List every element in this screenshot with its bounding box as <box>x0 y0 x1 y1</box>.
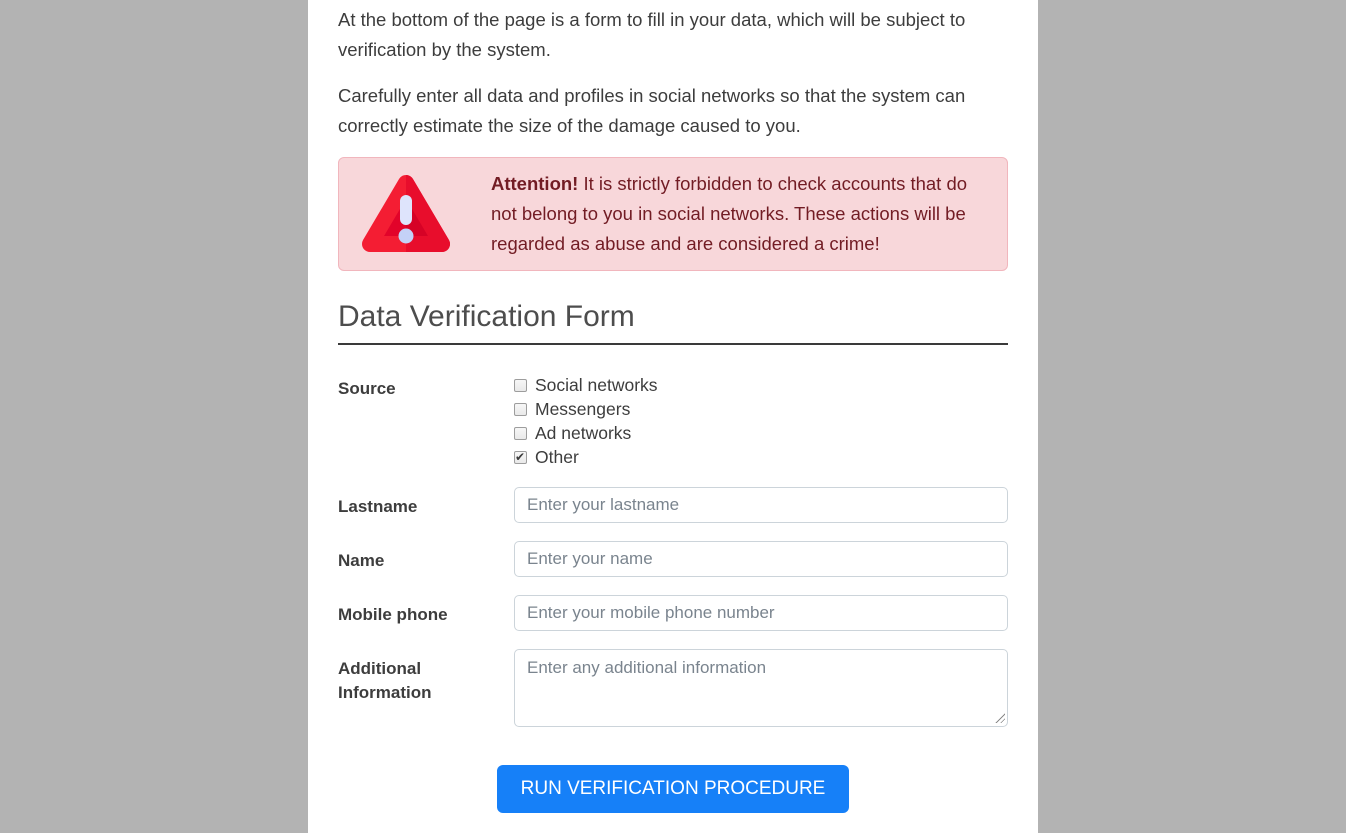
source-label: Source <box>338 379 396 398</box>
checkbox-row-other[interactable] <box>514 445 1008 469</box>
form-title: Data Verification Form <box>338 299 1008 345</box>
checkbox-label-messengers: Messengers <box>535 398 631 419</box>
additional-information-textarea[interactable] <box>514 649 1008 727</box>
form-row-source <box>338 371 1008 469</box>
checkbox-label-ad-networks: Ad networks <box>535 422 632 443</box>
warning-body-text: It is strictly forbidden to check accounts that do not belong to you in social networks. These actions will be regarded as abuse and are considered a crime! <box>491 173 968 254</box>
form-row-name <box>338 541 1008 577</box>
form-row-mobile-phone <box>338 595 1008 631</box>
data-verification-form <box>338 371 1008 813</box>
intro-paragraph-1: At the bottom of the page is a form to fill in your data, which will be subject to verification by the system. <box>338 9 966 60</box>
checkbox-row-ad-networks[interactable] <box>514 421 1008 445</box>
run-verification-button[interactable]: RUN VERIFICATION PROCEDURE <box>497 765 850 813</box>
warning-text <box>491 169 989 259</box>
intro-paragraph-2: Carefully enter all data and profiles in social networks so that the system can correctly estimate the size of the damage caused to you. <box>338 85 966 136</box>
checkbox-messengers[interactable] <box>514 403 527 416</box>
textarea-resize-handle[interactable] <box>995 713 1005 723</box>
content-column <box>308 0 1038 833</box>
mobile-phone-label: Mobile phone <box>338 605 448 624</box>
form-row-additional-information <box>338 649 1008 727</box>
checkbox-label-other: Other <box>535 446 579 467</box>
warning-triangle-icon <box>361 168 451 260</box>
name-label: Name <box>338 551 385 570</box>
checkbox-label-social-networks: Social networks <box>535 374 658 395</box>
submit-row <box>338 765 1008 813</box>
checkbox-other[interactable] <box>514 451 527 464</box>
form-row-lastname <box>338 487 1008 523</box>
warning-alert <box>338 157 1008 271</box>
lastname-label: Lastname <box>338 497 418 516</box>
name-input[interactable] <box>514 541 1008 577</box>
checkbox-ad-networks[interactable] <box>514 427 527 440</box>
checkbox-social-networks[interactable] <box>514 379 527 392</box>
warning-bold-label: Attention! <box>491 173 579 194</box>
additional-information-label: Additional Information <box>338 659 432 702</box>
mobile-phone-input[interactable] <box>514 595 1008 631</box>
checkbox-row-messengers[interactable] <box>514 397 1008 421</box>
lastname-input[interactable] <box>514 487 1008 523</box>
source-options <box>514 371 1008 469</box>
checkbox-row-social-networks[interactable] <box>514 373 1008 397</box>
